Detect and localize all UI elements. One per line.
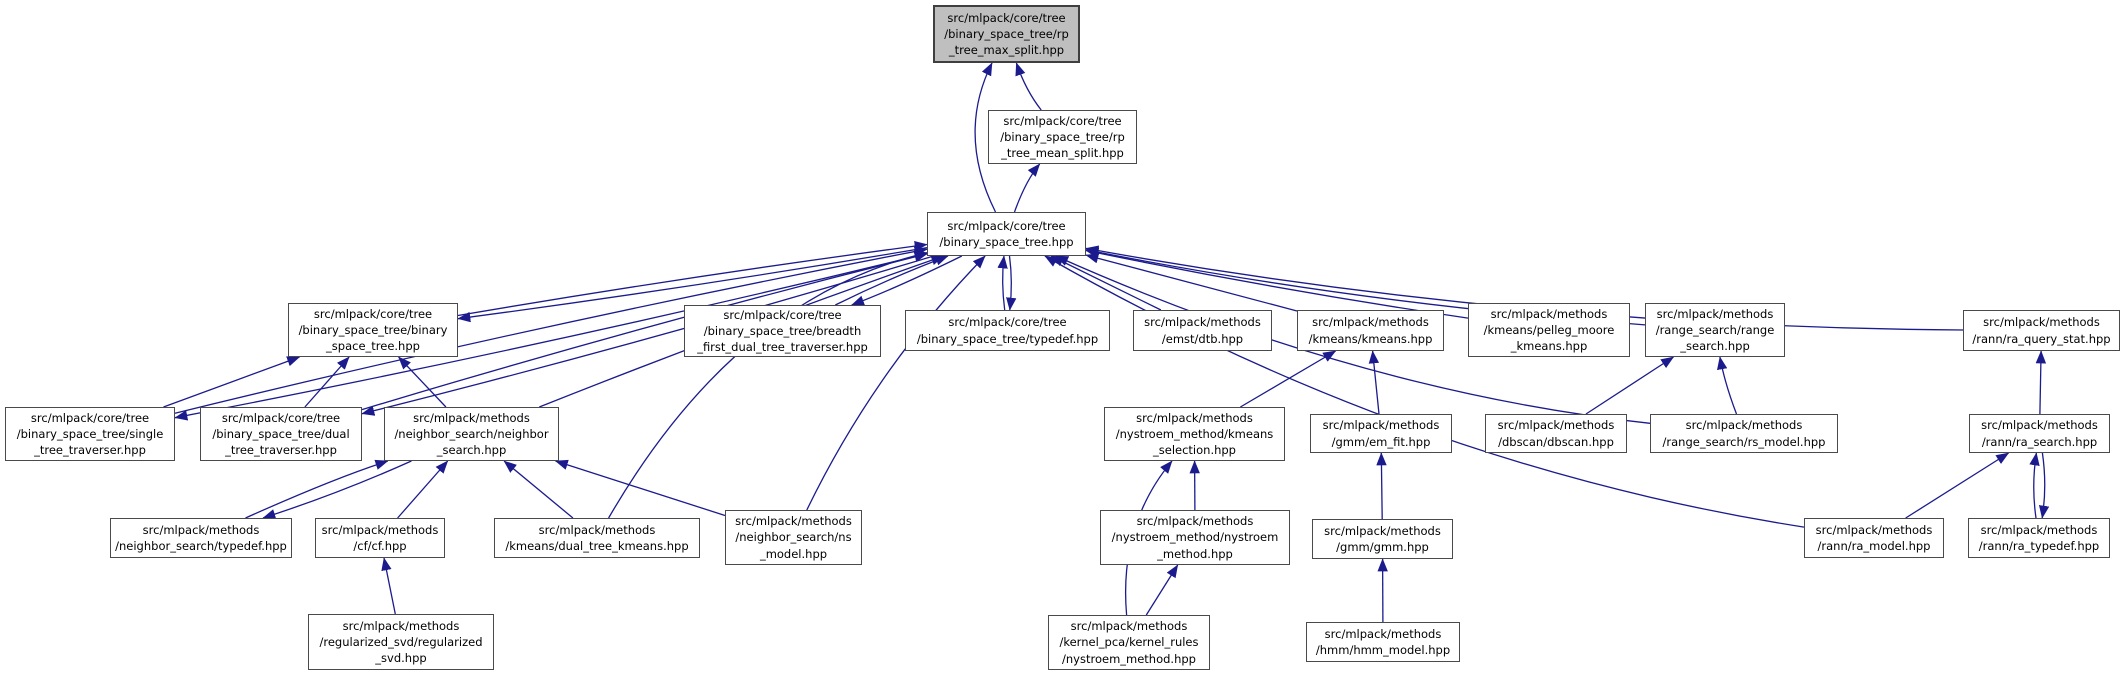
node-label-line: /nystroem_method.hpp bbox=[1062, 651, 1196, 666]
node-label-line: /rann/ra_model.hpp bbox=[1817, 539, 1931, 553]
node-label-line: src/mlpack/methods bbox=[735, 514, 852, 528]
node-label-line: src/mlpack/methods bbox=[1136, 410, 1253, 425]
node-dtb[interactable] bbox=[1133, 310, 1272, 351]
node-label-line: _tree_mean_split.hpp bbox=[1001, 146, 1124, 161]
node-label-line: /dbscan/dbscan.hpp bbox=[1498, 434, 1614, 449]
node-range-search[interactable] bbox=[1645, 303, 1785, 357]
node-ra-model[interactable] bbox=[1804, 518, 1944, 558]
node-label-line: src/mlpack/core/tree bbox=[948, 315, 1067, 330]
node-single-tt[interactable] bbox=[5, 407, 175, 461]
node-label-line: src/mlpack/methods bbox=[413, 410, 530, 425]
node-cf[interactable] bbox=[315, 518, 445, 558]
node-label-line: /neighbor_search/typedef.hpp bbox=[115, 539, 287, 553]
node-label-line: src/mlpack/core/tree bbox=[221, 410, 341, 425]
node-dbscan[interactable] bbox=[1485, 414, 1627, 453]
node-label-line: src/mlpack/methods bbox=[342, 618, 460, 633]
node-label-line: /rann/ra_typedef.hpp bbox=[1978, 539, 2100, 553]
node-label-line: src/mlpack/core/tree bbox=[1003, 113, 1122, 128]
node-label-line: /gmm/gmm.hpp bbox=[1336, 540, 1429, 554]
node-kpca-nys[interactable] bbox=[1048, 615, 1210, 670]
node-label-line: src/mlpack/methods bbox=[1981, 418, 2098, 433]
node-label-line: /binary_space_tree/typedef.hpp bbox=[916, 331, 1099, 346]
node-label-line: /binary_space_tree/dual bbox=[212, 426, 350, 441]
node-em-fit[interactable] bbox=[1310, 414, 1452, 453]
node-label-line: /rann/ra_search.hpp bbox=[1981, 434, 2098, 449]
node-label-line: _svd.hpp bbox=[375, 651, 427, 666]
node-label-line: /kernel_pca/kernel_rules bbox=[1059, 635, 1199, 650]
node-label-line: src/mlpack/methods bbox=[142, 522, 260, 537]
node-typedef-bst[interactable] bbox=[905, 310, 1110, 351]
node-label-line: src/mlpack/methods bbox=[321, 522, 439, 537]
node-label-line: src/mlpack/methods bbox=[1136, 514, 1254, 528]
node-label-line: src/mlpack/methods bbox=[1144, 315, 1261, 330]
node-label-line: src/mlpack/methods bbox=[1497, 418, 1615, 433]
node-label-line: src/mlpack/core/tree bbox=[723, 307, 842, 322]
node-ra-query[interactable] bbox=[1963, 310, 2120, 351]
node-label-line: /binary_space_tree.hpp bbox=[939, 235, 1074, 249]
node-label-line: src/mlpack/methods bbox=[1322, 418, 1440, 433]
node-label-line: src/mlpack/methods bbox=[538, 522, 656, 537]
node-hmm[interactable] bbox=[1306, 622, 1460, 662]
node-ns[interactable] bbox=[384, 407, 559, 461]
node-label-line: /gmm/em_fit.hpp bbox=[1331, 434, 1431, 449]
node-label-line: src/mlpack/core/tree bbox=[947, 218, 1066, 233]
node-dtk[interactable] bbox=[494, 518, 700, 558]
node-label-line: /binary_space_tree/rp bbox=[1000, 129, 1125, 144]
node-label-line: /nystroem_method/kmeans bbox=[1115, 426, 1274, 441]
node-nystroem[interactable] bbox=[1100, 510, 1290, 565]
node-label-line: src/mlpack/methods bbox=[1685, 418, 1803, 433]
node-dual-tt[interactable] bbox=[200, 407, 362, 461]
node-pelleg[interactable] bbox=[1468, 303, 1630, 357]
node-label-line: /neighbor_search/neighbor bbox=[394, 426, 549, 441]
node-reg-svd[interactable] bbox=[308, 614, 494, 670]
node-kmeans[interactable] bbox=[1297, 310, 1444, 351]
node-label-line: src/mlpack/methods bbox=[1324, 523, 1441, 538]
node-label-line: src/mlpack/methods bbox=[1324, 626, 1442, 641]
node-gmm[interactable] bbox=[1312, 519, 1453, 559]
node-label-line: _search.hpp bbox=[436, 443, 507, 458]
node-label-line: /range_search/range bbox=[1655, 322, 1775, 337]
node-label-line: /regularized_svd/regularized bbox=[319, 634, 483, 649]
node-label-line: /kmeans/kmeans.hpp bbox=[1308, 331, 1433, 346]
node-label-line: _method.hpp bbox=[1157, 546, 1233, 561]
node-label-line: _space_tree.hpp bbox=[326, 339, 420, 354]
node-label-line: _tree_traverser.hpp bbox=[34, 443, 146, 458]
node-label-line: /binary_space_tree/binary bbox=[298, 322, 448, 337]
node-label-line: _model.hpp bbox=[759, 546, 828, 561]
node-label-line: src/mlpack/methods bbox=[1815, 522, 1933, 537]
node-label-line: /cf/cf.hpp bbox=[353, 539, 407, 553]
node-label-line: /binary_space_tree/breadth bbox=[703, 323, 862, 338]
node-label-line: src/mlpack/methods bbox=[1490, 306, 1608, 321]
node-ra-typedef[interactable] bbox=[1968, 518, 2110, 558]
node-label-line: /binary_space_tree/rp bbox=[944, 26, 1069, 41]
node-ra-search[interactable] bbox=[1969, 414, 2110, 453]
node-ns-model[interactable] bbox=[725, 510, 862, 565]
node-kmeans-sel[interactable] bbox=[1104, 407, 1285, 461]
node-label-line: src/mlpack/methods bbox=[1656, 306, 1774, 321]
node-ns-typedef[interactable] bbox=[110, 518, 292, 558]
node-label-line: /range_search/rs_model.hpp bbox=[1662, 434, 1826, 449]
node-label-line: _kmeans.hpp bbox=[1510, 339, 1588, 354]
node-rp-max bbox=[933, 5, 1080, 63]
node-rp-mean[interactable] bbox=[988, 110, 1137, 164]
node-label-line: src/mlpack/methods bbox=[1070, 619, 1188, 633]
node-label-line: _tree_max_split.hpp bbox=[948, 43, 1065, 58]
node-label-line: src/mlpack/methods bbox=[1983, 315, 2100, 330]
node-label-line: /emst/dtb.hpp bbox=[1161, 331, 1244, 346]
node-umbrella[interactable] bbox=[927, 212, 1086, 256]
node-label-line: _tree_traverser.hpp bbox=[225, 443, 337, 458]
node-rs-model[interactable] bbox=[1650, 414, 1838, 453]
node-label-line: src/mlpack/methods bbox=[1312, 315, 1429, 330]
node-label-line: /binary_space_tree/single bbox=[16, 426, 164, 441]
node-label-line: _first_dual_tree_traverser.hpp bbox=[697, 340, 868, 355]
node-label-line: /nystroem_method/nystroem bbox=[1111, 530, 1279, 545]
node-label-line: _selection.hpp bbox=[1153, 443, 1236, 458]
node-label-line: /kmeans/dual_tree_kmeans.hpp bbox=[505, 539, 689, 553]
node-label-line: src/mlpack/core/tree bbox=[30, 410, 150, 425]
node-label-line: src/mlpack/methods bbox=[1980, 522, 2098, 537]
node-breadth[interactable] bbox=[684, 305, 881, 357]
node-label-line: src/mlpack/core/tree bbox=[947, 10, 1066, 25]
node-label-line: /neighbor_search/ns bbox=[735, 530, 852, 545]
node-label-line: _search.hpp bbox=[1680, 339, 1750, 354]
node-label-line: /hmm/hmm_model.hpp bbox=[1315, 643, 1451, 657]
node-bst4[interactable] bbox=[288, 303, 458, 357]
node-label-line: src/mlpack/core/tree bbox=[313, 306, 433, 321]
node-label-line: /rann/ra_query_stat.hpp bbox=[1972, 331, 2111, 346]
node-label-line: /kmeans/pelleg_moore bbox=[1483, 322, 1615, 337]
